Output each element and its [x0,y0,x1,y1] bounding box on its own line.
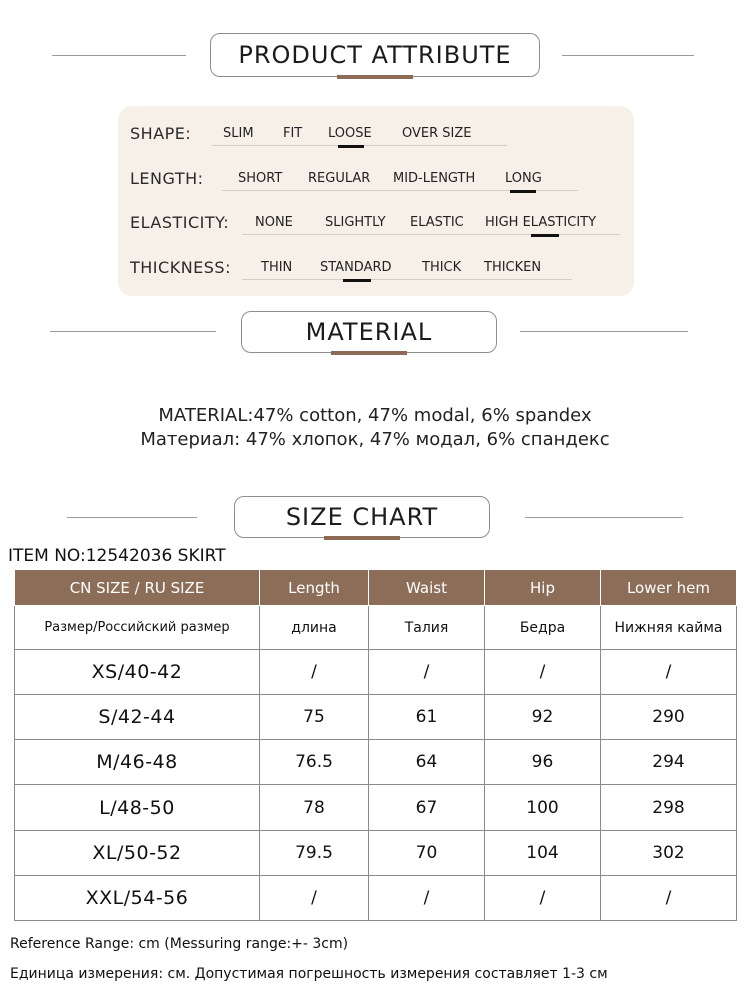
table-header-row [15,570,737,606]
header-length: Length [260,570,369,606]
attr-row-underline [242,279,572,280]
table-header-ru-row [15,606,737,650]
header-ru-size: Размер/Российский размер [15,606,260,650]
material-composition-ru: Материал: 47% хлопок, 47% модал, 6% спандекс [140,429,610,450]
lower-hem-cell: / [601,650,737,695]
attr-option-selected: LOOSE [328,126,372,141]
lower-hem-cell: / [601,875,737,920]
header-hip: Hip [485,570,601,606]
header-size: CN SIZE / RU SIZE [15,570,260,606]
waist-cell: 61 [369,695,485,740]
divider-left [50,331,216,332]
waist-cell: / [369,650,485,695]
attr-option: THICK [422,260,462,275]
length-cell: 79.5 [260,830,369,875]
heading-accent [331,351,407,355]
attr-option: ELASTIC [410,215,464,230]
reference-range-note: Reference Range: cm (Messuring range:+- 3cm) [10,936,349,952]
length-cell: 75 [260,695,369,740]
size-cell: S/42-44 [15,695,260,740]
table-row [15,785,737,830]
header-lower-hem: Lower hem [601,570,737,606]
size-cell: XL/50-52 [15,830,260,875]
size-cell: XS/40-42 [15,650,260,695]
attr-option: THIN [261,260,293,275]
attr-option: FIT [283,126,303,141]
lower-hem-cell: 290 [601,695,737,740]
size-chart-heading [234,496,490,538]
lower-hem-cell: 294 [601,740,737,785]
attr-option: SLIGHTLY [325,215,386,230]
material-heading [241,311,497,353]
attr-option: REGULAR [308,171,371,186]
length-cell: 78 [260,785,369,830]
attr-option: MID-LENGTH [393,171,476,186]
table-row [15,830,737,875]
table-row [15,695,737,740]
item-number: ITEM NO:12542036 SKIRT [8,546,226,566]
material-composition-en: MATERIAL:47% cotton, 47% modal, 6% spandex [158,405,592,426]
hip-cell: 92 [485,695,601,740]
attr-row-underline [242,234,620,235]
size-chart-title: SIZE CHART [285,503,439,531]
size-cell: L/48-50 [15,785,260,830]
attr-option: THICKEN [484,260,542,275]
header-ru-length: длина [260,606,369,650]
header-ru-waist: Талия [369,606,485,650]
heading-accent [337,75,413,79]
attr-row-length [130,163,624,191]
hip-cell: 104 [485,830,601,875]
waist-cell: 64 [369,740,485,785]
material-title: MATERIAL [305,318,433,346]
attr-label: ELASTICITY: [130,213,230,232]
hip-cell: / [485,650,601,695]
divider-left [52,55,186,56]
hip-cell: 100 [485,785,601,830]
product-attribute-heading [210,33,540,77]
divider-right [562,55,694,56]
waist-cell: 67 [369,785,485,830]
attr-row-elasticity [130,207,624,235]
attribute-panel [118,106,634,296]
attr-option: OVER SIZE [402,126,472,141]
header-ru-lower-hem: Нижняя кайма [601,606,737,650]
selected-indicator [338,145,364,148]
attr-row-shape [130,118,624,146]
product-attribute-title: PRODUCT ATTRIBUTE [238,41,512,69]
size-table [14,569,737,921]
divider-right [525,517,683,518]
waist-cell: / [369,875,485,920]
selected-indicator [531,234,559,237]
table-row [15,875,737,920]
attr-label: LENGTH: [130,169,204,188]
length-cell: / [260,650,369,695]
selected-indicator [343,279,371,282]
length-cell: / [260,875,369,920]
lower-hem-cell: 302 [601,830,737,875]
attr-option-selected: LONG [505,171,542,186]
size-cell: XXL/54-56 [15,875,260,920]
attr-label: THICKNESS: [130,258,231,277]
divider-left [67,517,197,518]
selected-indicator [510,190,536,193]
attr-label: SHAPE: [130,124,192,143]
lower-hem-cell: 298 [601,785,737,830]
attr-option: SHORT [238,171,283,186]
table-row [15,650,737,695]
table-row [15,740,737,785]
header-ru-hip: Бедра [485,606,601,650]
attr-option: NONE [255,215,293,230]
attr-option-selected: HIGH ELASTICITY [485,215,597,230]
heading-accent [324,536,400,540]
hip-cell: 96 [485,740,601,785]
attr-row-thickness [130,252,624,280]
attr-option: SLIM [223,126,254,141]
measurement-note-ru: Единица измерения: см. Допустимая погрешность измерения составляет 1-3 см [10,966,608,982]
attr-option-selected: STANDARD [320,260,392,275]
hip-cell: / [485,875,601,920]
size-cell: M/46-48 [15,740,260,785]
length-cell: 76.5 [260,740,369,785]
waist-cell: 70 [369,830,485,875]
header-waist: Waist [369,570,485,606]
divider-right [520,331,688,332]
